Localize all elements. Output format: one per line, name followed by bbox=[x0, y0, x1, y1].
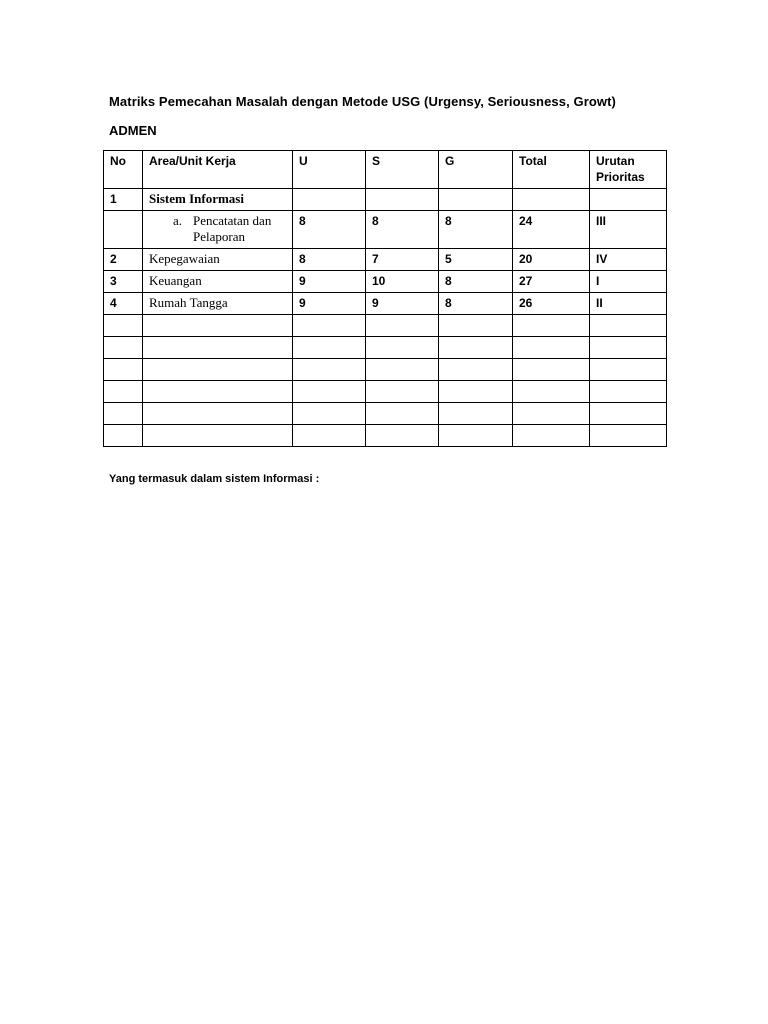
empty-cell bbox=[366, 381, 439, 403]
empty-cell bbox=[366, 337, 439, 359]
cell-g: 8 bbox=[439, 271, 513, 293]
sub-item-letter: a. bbox=[173, 213, 183, 228]
table-row bbox=[104, 271, 667, 293]
empty-cell bbox=[590, 337, 667, 359]
empty-cell bbox=[439, 315, 513, 337]
cell-g: 5 bbox=[439, 249, 513, 271]
cell-g: 8 bbox=[439, 211, 513, 249]
cell-total: 24 bbox=[513, 211, 590, 249]
empty-cell bbox=[439, 381, 513, 403]
header-area: Area/Unit Kerja bbox=[143, 151, 293, 189]
table-row bbox=[104, 249, 667, 271]
cell-u bbox=[293, 189, 366, 211]
document-subtitle: ADMEN bbox=[109, 123, 157, 138]
table-row bbox=[104, 211, 667, 249]
table-row bbox=[104, 293, 667, 315]
cell-g bbox=[439, 189, 513, 211]
empty-cell bbox=[104, 315, 143, 337]
empty-table-row bbox=[104, 359, 667, 381]
document-title: Matriks Pemecahan Masalah dengan Metode USG (Urgensy, Seriousness, Growt) bbox=[109, 94, 616, 109]
empty-cell bbox=[513, 381, 590, 403]
empty-cell bbox=[366, 315, 439, 337]
empty-cell bbox=[293, 403, 366, 425]
sub-item bbox=[149, 213, 286, 245]
empty-cell bbox=[104, 359, 143, 381]
cell-s bbox=[366, 189, 439, 211]
empty-cell bbox=[513, 425, 590, 447]
empty-table-row bbox=[104, 315, 667, 337]
table-header-row bbox=[104, 151, 667, 189]
header-u: U bbox=[293, 151, 366, 189]
empty-cell bbox=[439, 425, 513, 447]
usg-matrix-table bbox=[103, 150, 667, 447]
cell-urutan: I bbox=[590, 271, 667, 293]
cell-area bbox=[143, 211, 293, 249]
empty-cell bbox=[104, 403, 143, 425]
empty-cell bbox=[366, 359, 439, 381]
cell-total: 26 bbox=[513, 293, 590, 315]
cell-total bbox=[513, 189, 590, 211]
empty-cell bbox=[293, 359, 366, 381]
header-urutan: Urutan Prioritas bbox=[590, 151, 667, 189]
empty-cell bbox=[439, 337, 513, 359]
cell-s: 7 bbox=[366, 249, 439, 271]
header-total: Total bbox=[513, 151, 590, 189]
empty-cell bbox=[143, 403, 293, 425]
header-g: G bbox=[439, 151, 513, 189]
cell-urutan: II bbox=[590, 293, 667, 315]
cell-s: 9 bbox=[366, 293, 439, 315]
empty-cell bbox=[439, 359, 513, 381]
empty-cell bbox=[143, 381, 293, 403]
empty-cell bbox=[590, 381, 667, 403]
empty-cell bbox=[143, 359, 293, 381]
cell-g: 8 bbox=[439, 293, 513, 315]
cell-no bbox=[104, 211, 143, 249]
cell-no: 4 bbox=[104, 293, 143, 315]
empty-cell bbox=[293, 425, 366, 447]
header-s: S bbox=[366, 151, 439, 189]
empty-table-row bbox=[104, 381, 667, 403]
cell-total: 27 bbox=[513, 271, 590, 293]
empty-cell bbox=[513, 315, 590, 337]
empty-cell bbox=[439, 403, 513, 425]
empty-cell bbox=[293, 337, 366, 359]
empty-cell bbox=[366, 403, 439, 425]
empty-cell bbox=[143, 337, 293, 359]
header-no: No bbox=[104, 151, 143, 189]
cell-area: Keuangan bbox=[143, 271, 293, 293]
cell-area: Sistem Informasi bbox=[143, 189, 293, 211]
empty-table-row bbox=[104, 403, 667, 425]
empty-cell bbox=[513, 337, 590, 359]
cell-u: 8 bbox=[293, 249, 366, 271]
cell-no: 2 bbox=[104, 249, 143, 271]
sub-item-text: Pencatatan dan Pelaporan bbox=[193, 213, 272, 244]
cell-total: 20 bbox=[513, 249, 590, 271]
cell-no: 1 bbox=[104, 189, 143, 211]
cell-area: Kepegawaian bbox=[143, 249, 293, 271]
cell-s: 10 bbox=[366, 271, 439, 293]
cell-u: 9 bbox=[293, 293, 366, 315]
cell-urutan: IV bbox=[590, 249, 667, 271]
empty-cell bbox=[590, 315, 667, 337]
empty-cell bbox=[143, 315, 293, 337]
empty-cell bbox=[366, 425, 439, 447]
cell-s: 8 bbox=[366, 211, 439, 249]
empty-cell bbox=[590, 425, 667, 447]
cell-urutan: III bbox=[590, 211, 667, 249]
cell-area: Rumah Tangga bbox=[143, 293, 293, 315]
empty-table-row bbox=[104, 425, 667, 447]
empty-cell bbox=[104, 337, 143, 359]
empty-cell bbox=[513, 403, 590, 425]
footer-note: Yang termasuk dalam sistem Informasi : bbox=[109, 473, 320, 485]
empty-cell bbox=[590, 359, 667, 381]
empty-cell bbox=[293, 315, 366, 337]
cell-u: 9 bbox=[293, 271, 366, 293]
cell-u: 8 bbox=[293, 211, 366, 249]
empty-cell bbox=[143, 425, 293, 447]
empty-cell bbox=[513, 359, 590, 381]
cell-urutan bbox=[590, 189, 667, 211]
empty-table-row bbox=[104, 337, 667, 359]
empty-cell bbox=[293, 381, 366, 403]
table-row bbox=[104, 189, 667, 211]
empty-cell bbox=[104, 425, 143, 447]
empty-cell bbox=[590, 403, 667, 425]
cell-no: 3 bbox=[104, 271, 143, 293]
empty-cell bbox=[104, 381, 143, 403]
